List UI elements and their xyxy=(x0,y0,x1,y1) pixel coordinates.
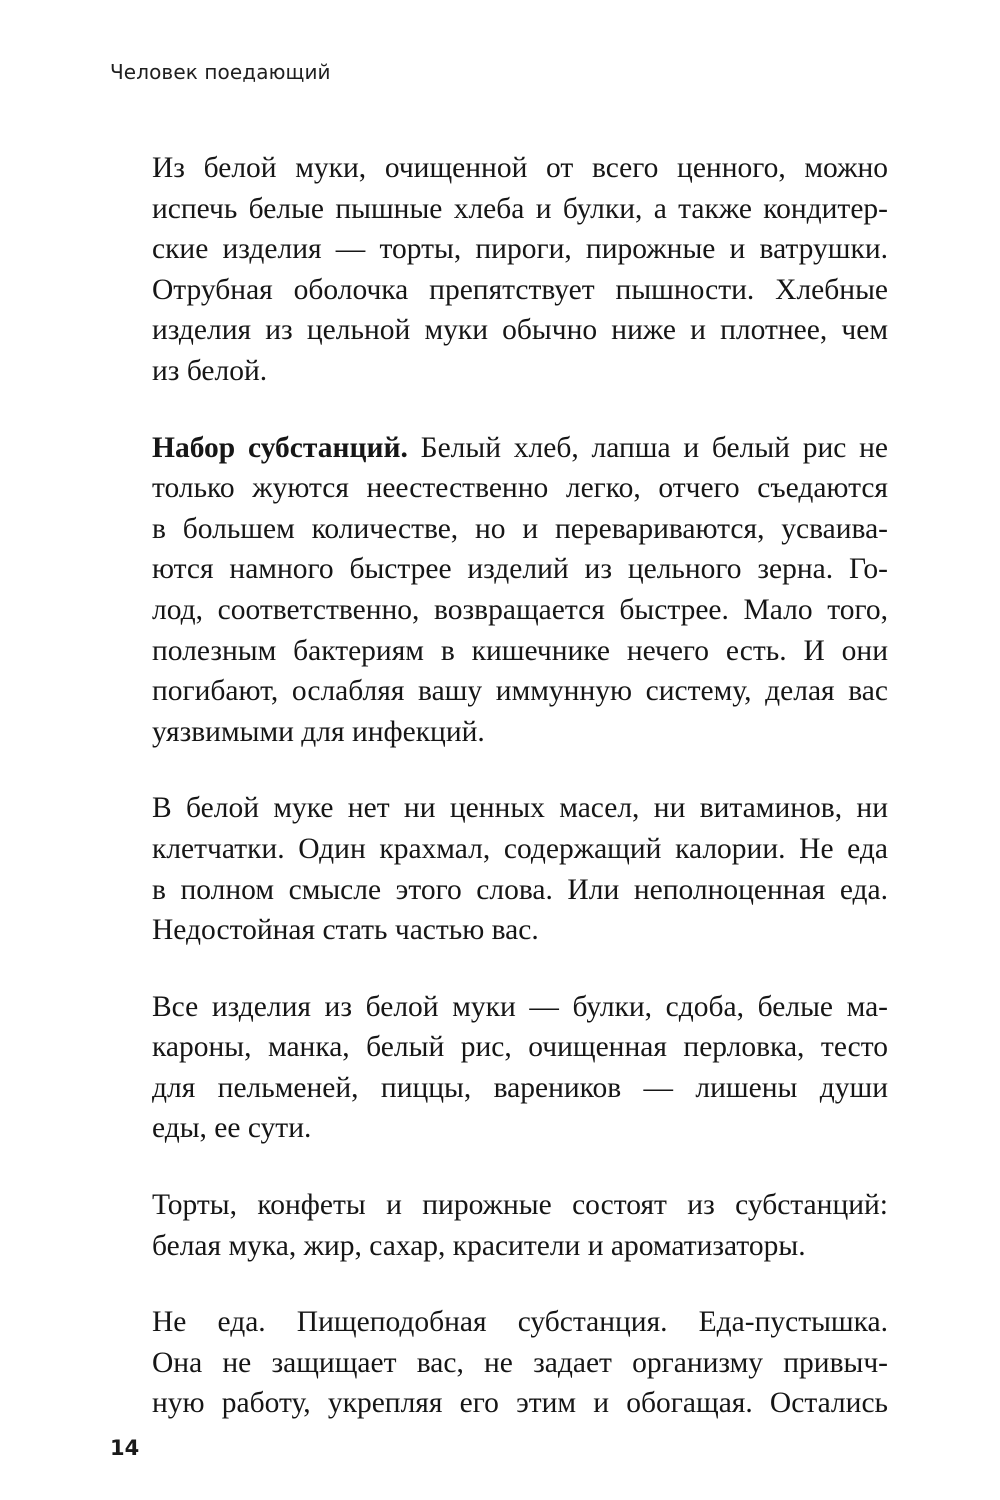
text-line: Все изделия из белой муки — булки, сдоба, белые ма- xyxy=(152,990,888,1023)
paragraph-3 xyxy=(152,788,888,950)
text-line: в большем количестве, но и перевариваются, усваива- xyxy=(152,512,888,545)
paragraph-1 xyxy=(152,148,888,392)
paragraph-6 xyxy=(152,1302,888,1424)
text-line: Из белой муки, очищенной от всего ценного, можно xyxy=(152,152,888,184)
text-line: В белой муке нет ни ценных масел, ни витаминов, ни xyxy=(152,792,888,825)
running-head: Человек поедающий xyxy=(110,60,331,84)
text-line: Отрубная оболочка препятствует пышности. Хлебные xyxy=(152,273,888,306)
page-number: 14 xyxy=(110,1436,140,1460)
text-line: белая мука, жир, сахар, красители и ароматизаторы. xyxy=(152,1229,806,1262)
paragraph-2 xyxy=(152,428,888,753)
text-line: ную работу, укрепляя его этим и обогащая. Остались xyxy=(152,1387,888,1420)
text-line: Она не защищает вас, не задает организму привыч- xyxy=(152,1346,888,1379)
text-line: изделия из цельной муки обычно ниже и плотнее, чем xyxy=(152,314,888,347)
text-line: кароны, манка, белый рис, очищенная перловка, тесто xyxy=(152,1031,888,1064)
text-line: еды, ее сути. xyxy=(152,1112,312,1145)
text-line: полезным бактериям в кишечнике нечего есть. И они xyxy=(152,634,888,667)
text-line: клетчатки. Один крахмал, содержащий калории. Не еда xyxy=(152,832,888,865)
text-line: ются намного быстрее изделий из цельного зерна. Го- xyxy=(152,553,888,586)
text-line: уязвимыми для инфекций. xyxy=(152,715,485,748)
text-line: Не еда. Пищеподобная субстанция. Еда-пустышка. xyxy=(152,1306,888,1339)
text-line: Недостойная стать частью вас. xyxy=(152,914,539,947)
text-line: испечь белые пышные хлеба и булки, а также кондитер- xyxy=(152,192,888,225)
text-line-rest: Белый хлеб, лапша и белый рис не xyxy=(407,431,888,464)
text-line: только жуются неестественно легко, отчего съедаются xyxy=(152,472,888,505)
paragraph-5 xyxy=(152,1185,888,1266)
text-line: ские изделия — торты, пироги, пирожные и ватрушки. xyxy=(152,233,888,266)
body-text xyxy=(152,148,888,1460)
text-line: для пельменей, пиццы, вареников — лишены души xyxy=(152,1071,888,1104)
text-line: из белой. xyxy=(152,354,268,387)
text-line xyxy=(152,428,888,469)
text-line: погибают, ослабляя вашу иммунную систему, делая вас xyxy=(152,675,888,708)
text-line: Торты, конфеты и пирожные состоят из субстанций: xyxy=(152,1189,888,1222)
section-lead-in: Набор субстанций. xyxy=(152,431,408,464)
paragraph-4 xyxy=(152,987,888,1149)
text-line: лод, соответственно, возвращается быстрее. Мало того, xyxy=(152,593,888,626)
text-line: в полном смысле этого слова. Или неполноценная еда. xyxy=(152,873,888,906)
